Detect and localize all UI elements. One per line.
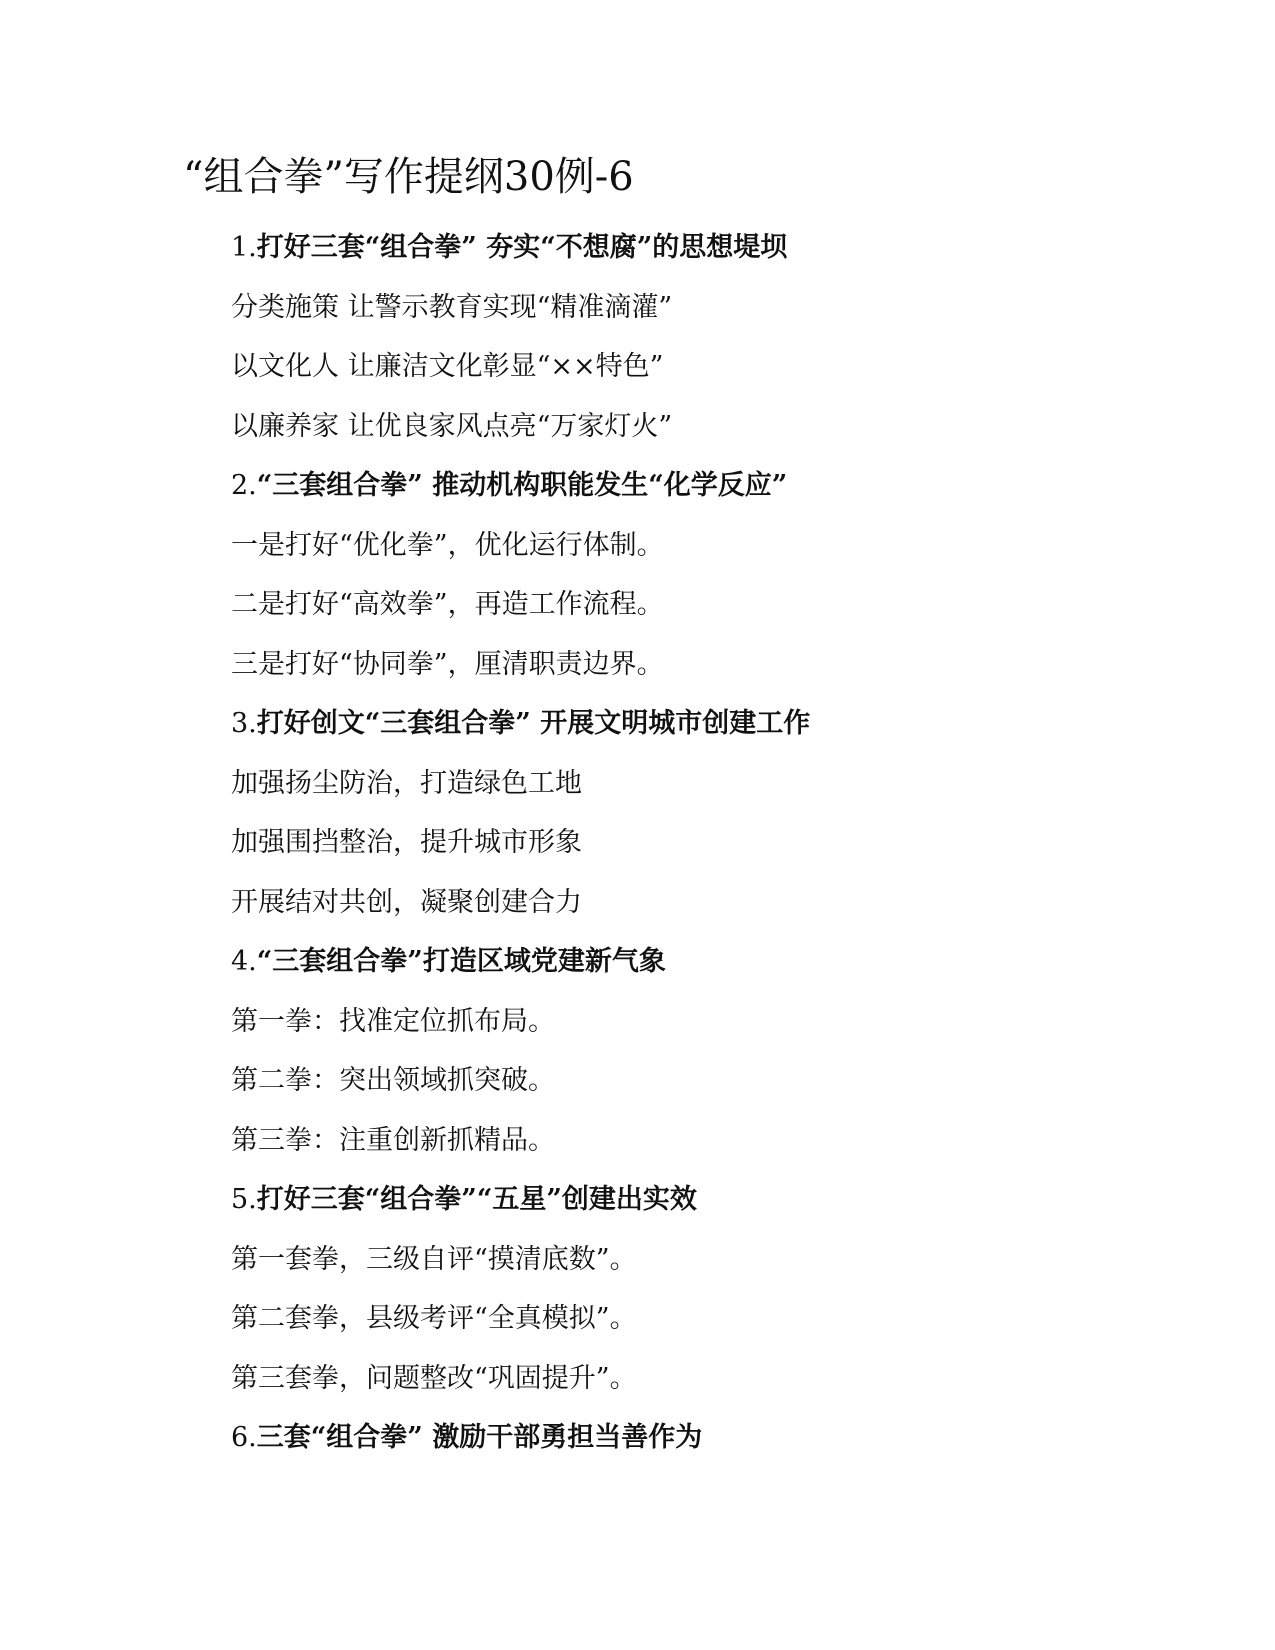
section-item: 二是打好“高效拳”，再造工作流程。: [231, 589, 664, 620]
section-heading-text: “三套组合拳” 推动机构职能发生“化学反应”: [256, 470, 788, 501]
document-body: [231, 218, 1211, 1468]
section-heading: [231, 218, 1211, 278]
section-heading: [231, 1170, 1211, 1230]
document-title: “组合拳”写作提纲30例-6: [183, 154, 634, 200]
section-number: 5.: [231, 1184, 257, 1215]
section-number: 1.: [231, 232, 257, 263]
section-heading-text: 打好三套“组合拳”“五星”创建出实效: [256, 1184, 697, 1215]
section-heading: [231, 932, 1211, 992]
section-item: 以文化人 让廉洁文化彰显“××特色”: [231, 351, 664, 382]
section-item: 开展结对共创，凝聚创建合力: [231, 886, 582, 918]
section-item: 加强围挡整治，提升城市形象: [231, 827, 582, 858]
section-number: 6.: [231, 1422, 257, 1453]
section-heading-text: 打好三套“组合拳” 夯实“不想腐”的思想堤坝: [256, 232, 788, 263]
section-item: 第三套拳，问题整改“巩固提升”。: [231, 1362, 637, 1394]
section-item: 以廉养家 让优良家风点亮“万家灯火”: [231, 410, 673, 442]
section-number: 3.: [231, 708, 257, 739]
section-item: 第一拳：找准定位抓布局。: [231, 1005, 555, 1037]
section-number: 4.: [231, 946, 257, 977]
section-heading: [231, 456, 1211, 516]
section-item: 加强扬尘防治，打造绿色工地: [231, 767, 582, 799]
section-item: 第一套拳，三级自评“摸清底数”。: [231, 1243, 637, 1275]
section-heading: [231, 694, 1211, 754]
section-item: 第三拳：注重创新抓精品。: [231, 1124, 555, 1156]
section-item: 第二拳：突出领域抓突破。: [231, 1065, 555, 1096]
section-heading-text: 三套“组合拳” 激励干部勇担当善作为: [256, 1422, 703, 1453]
section-item: 分类施策 让警示教育实现“精准滴灌”: [231, 291, 673, 323]
section-item: 三是打好“协同拳”，厘清职责边界。: [231, 648, 664, 680]
section-item: 一是打好“优化拳”，优化运行体制。: [231, 529, 664, 561]
section-heading-text: “三套组合拳”打造区域党建新气象: [256, 946, 666, 977]
section-item: 第二套拳，县级考评“全真模拟”。: [231, 1303, 637, 1334]
section-heading: [231, 1408, 1211, 1468]
section-number: 2.: [231, 470, 257, 501]
section-heading-text: 打好创文“三套组合拳” 开展文明城市创建工作: [256, 708, 811, 739]
